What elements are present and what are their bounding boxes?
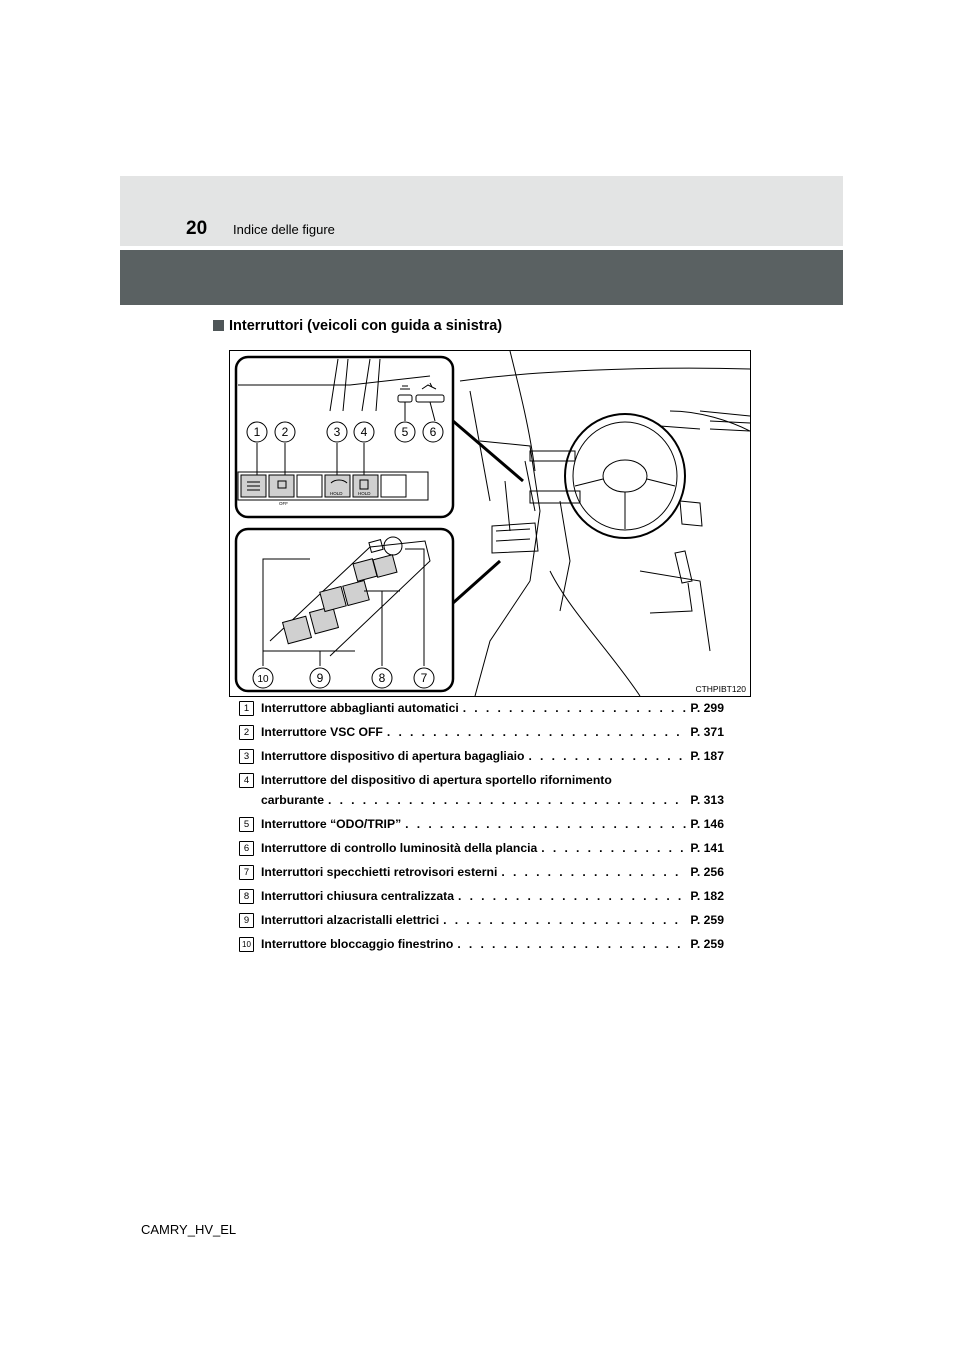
item-number: 9 — [239, 913, 254, 928]
callout-2: 2 — [281, 425, 289, 439]
list-item — [239, 840, 724, 856]
list-item — [239, 748, 724, 764]
item-number: 10 — [239, 937, 254, 952]
item-number: 3 — [239, 749, 254, 764]
item-page-link[interactable]: P. 299 — [690, 701, 724, 715]
bullet-square-icon — [213, 320, 224, 331]
item-number: 2 — [239, 725, 254, 740]
callout-9: 9 — [316, 671, 324, 685]
item-page-link[interactable]: P. 313 — [690, 793, 724, 807]
leader-dots — [328, 792, 686, 808]
callout-1: 1 — [253, 425, 261, 439]
item-number: 1 — [239, 701, 254, 716]
item-text: Interruttori alzacristalli elettrici — [261, 913, 440, 927]
item-text-line1: Interruttore del dispositivo di apertura sportello rifornimento — [261, 773, 612, 787]
item-page-link[interactable]: P. 371 — [690, 725, 724, 739]
callout-5: 5 — [401, 425, 409, 439]
callout-4: 4 — [360, 425, 368, 439]
item-page-link[interactable]: P. 182 — [690, 889, 724, 903]
page-number: 20 — [186, 218, 208, 239]
callout-8: 8 — [378, 671, 386, 685]
leader-dots — [387, 724, 686, 740]
leader-dots — [458, 888, 686, 904]
list-item — [239, 888, 724, 904]
list-item — [239, 936, 724, 952]
item-page-link[interactable]: P. 146 — [690, 817, 724, 831]
item-text: Interruttore “ODO/TRIP” — [261, 817, 402, 831]
leader-dots — [528, 748, 686, 764]
list-item — [239, 816, 724, 832]
leader-dots — [541, 840, 686, 856]
list-item — [239, 724, 724, 740]
hold-label-trunk: HOLD — [330, 491, 343, 496]
list-item — [239, 864, 724, 880]
item-text-line2: carburante — [261, 793, 324, 807]
dashboard-illustration — [230, 351, 750, 696]
dark-band — [120, 250, 843, 305]
item-text: Interruttore abbaglianti automatici — [261, 701, 459, 715]
hold-label-fuel: HOLD — [358, 491, 371, 496]
switches-figure — [229, 350, 751, 697]
leader-dots — [463, 700, 687, 716]
callout-3: 3 — [333, 425, 341, 439]
callout-7: 7 — [420, 671, 428, 685]
sub-heading — [213, 318, 502, 334]
leader-dots — [405, 816, 686, 832]
leader-dots — [501, 864, 686, 880]
item-page-link[interactable]: P. 259 — [690, 913, 724, 927]
header-band — [120, 176, 843, 246]
list-item — [239, 912, 724, 928]
item-text: Interruttore VSC OFF — [261, 725, 383, 739]
item-text: Interruttori specchietti retrovisori esterni — [261, 865, 498, 879]
item-number: 5 — [239, 817, 254, 832]
off-label: OFF — [279, 501, 288, 506]
list-item — [239, 700, 724, 716]
item-page-link[interactable]: P. 187 — [690, 749, 724, 763]
item-text: Interruttore dispositivo di apertura bagagliaio — [261, 749, 525, 763]
section-title: Indice delle figure — [233, 222, 335, 237]
document-code: CAMRY_HV_EL — [141, 1222, 237, 1237]
item-page-link[interactable]: P. 259 — [690, 937, 724, 951]
item-number: 4 — [239, 773, 254, 788]
item-page-link[interactable]: P. 141 — [690, 841, 724, 855]
leader-dots — [457, 936, 686, 952]
callout-10: 10 — [257, 674, 269, 685]
item-text: Interruttore bloccaggio finestrino — [261, 937, 454, 951]
callout-6: 6 — [429, 425, 437, 439]
figure-code: CTHPIBT120 — [695, 684, 746, 694]
item-page-link[interactable]: P. 256 — [690, 865, 724, 879]
item-number: 8 — [239, 889, 254, 904]
sub-heading-text: Interruttori (veicoli con guida a sinistra) — [229, 318, 503, 334]
item-text: Interruttore di controllo luminosità della plancia — [261, 841, 538, 855]
switch-list — [239, 700, 724, 952]
list-item — [239, 772, 724, 808]
item-number: 7 — [239, 865, 254, 880]
item-text: Interruttori chiusura centralizzata — [261, 889, 455, 903]
leader-dots — [443, 912, 686, 928]
item-number: 6 — [239, 841, 254, 856]
